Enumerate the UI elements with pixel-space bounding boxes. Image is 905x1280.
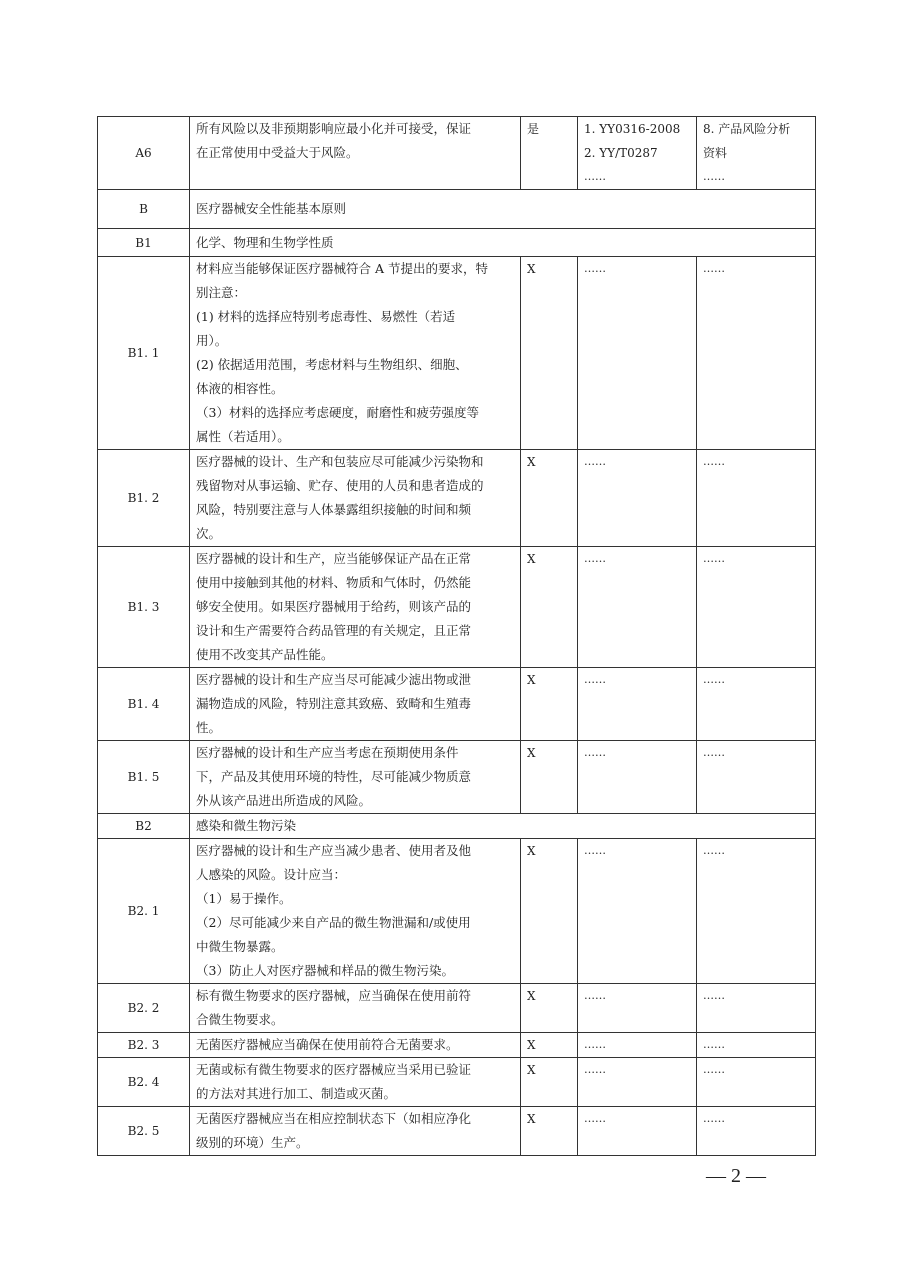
standard-item: …… [584,844,606,857]
applicable-mark: X [521,257,578,450]
table-row [98,1033,816,1058]
document-item: …… [703,170,725,183]
standards-cell [578,839,697,984]
table-row [98,257,816,450]
document-item: …… [703,1038,725,1051]
row-id: B1. 5 [98,741,190,814]
requirement-line: 无菌医疗器械应当确保在使用前符合无菌要求。 [196,1037,459,1052]
documents-cell [697,547,816,668]
requirement-line: 所有风险以及非预期影响应最小化并可接受，保证 [196,121,472,136]
section-row [98,229,816,257]
section-row [98,190,816,229]
applicable-mark: X [521,547,578,668]
requirement-line: 在正常使用中受益大于风险。 [196,145,359,160]
requirement-line: 医疗器械的设计和生产应当尽可能减少滤出物或泄 [196,672,472,687]
requirement-line: 无菌或标有微生物要求的医疗器械应当采用已验证 [196,1062,472,1077]
table-row [98,547,816,668]
requirement-line: 残留物对从事运输、贮存、使用的人员和患者造成的 [196,478,484,493]
requirements-table [97,116,816,1156]
requirement-line: 合微生物要求。 [196,1012,284,1027]
documents-cell [697,450,816,547]
requirement-line: 外从该产品进出所造成的风险。 [196,793,372,808]
page-number: — 2 — [706,1165,766,1187]
requirement-text [190,547,521,668]
standard-item: …… [584,262,606,275]
document-item: 8. 产品风险分析 [703,122,791,136]
section-title: 医疗器械安全性能基本原则 [190,190,816,229]
documents-cell [697,984,816,1033]
row-id: B2. 2 [98,984,190,1033]
row-id: B2 [98,814,190,839]
applicable-mark: X [521,1107,578,1156]
documents-cell [697,117,816,190]
standards-cell [578,668,697,741]
row-id: B1. 2 [98,450,190,547]
requirement-line: 标有微生物要求的医疗器械，应当确保在使用前符 [196,988,472,1003]
applicable-mark: 是 [521,117,578,190]
standards-cell [578,1058,697,1107]
documents-cell [697,1058,816,1107]
row-id: B2. 4 [98,1058,190,1107]
requirement-line: 使用不改变其产品性能。 [196,647,334,662]
row-id: B1. 3 [98,547,190,668]
standards-cell [578,1107,697,1156]
applicable-mark: X [521,741,578,814]
table-row [98,1058,816,1107]
standards-cell [578,450,697,547]
requirement-line: 下，产品及其使用环境的特性，尽可能减少物质意 [196,769,472,784]
standard-item: …… [584,989,606,1002]
row-id: A6 [98,117,190,190]
requirement-line: 中微生物暴露。 [196,939,284,954]
table-body [98,117,816,1156]
row-id: B1. 4 [98,668,190,741]
requirement-line: (2) 依据适用范围，考虑材料与生物组织、细胞、 [196,357,468,372]
section-title: 感染和微生物污染 [190,814,816,839]
requirement-line: 风险，特别要注意与人体暴露组织接触的时间和频 [196,502,472,517]
standard-item: …… [584,673,606,686]
standard-item: …… [584,455,606,468]
row-id: B2. 1 [98,839,190,984]
requirement-line: (1) 材料的选择应特别考虑毒性、易燃性（若适 [196,309,456,324]
row-id: B2. 5 [98,1107,190,1156]
requirement-text [190,450,521,547]
documents-cell [697,839,816,984]
standards-cell [578,117,697,190]
requirement-line: 的方法对其进行加工、制造或灭菌。 [196,1086,397,1101]
requirement-text [190,1058,521,1107]
requirement-line: 漏物造成的风险，特别注意其致癌、致畸和生殖毒 [196,696,472,711]
requirement-text [190,117,521,190]
table-row [98,668,816,741]
requirement-line: 人感染的风险。设计应当： [196,867,347,882]
row-id: B1 [98,229,190,257]
document-item: …… [703,844,725,857]
applicable-mark: X [521,1033,578,1058]
requirement-text [190,668,521,741]
documents-cell [697,668,816,741]
requirement-text [190,1107,521,1156]
document-item: …… [703,552,725,565]
row-id: B [98,190,190,229]
section-title: 化学、物理和生物学性质 [190,229,816,257]
standard-item: …… [584,746,606,759]
requirement-text [190,984,521,1033]
applicable-mark: X [521,1058,578,1107]
table-row [98,1107,816,1156]
document-item: …… [703,673,725,686]
applicable-mark: X [521,668,578,741]
documents-cell [697,1107,816,1156]
requirement-line: 体液的相容性。 [196,381,284,396]
table-row [98,450,816,547]
document-item: …… [703,1112,725,1125]
requirement-text [190,1033,521,1058]
requirement-line: 属性（若适用）。 [196,429,290,444]
document-item: …… [703,262,725,275]
requirement-line: 医疗器械的设计和生产，应当能够保证产品在正常 [196,551,472,566]
standard-item: …… [584,1038,606,1051]
requirement-text [190,257,521,450]
requirement-line: 别注意： [196,285,247,300]
requirement-line: 够安全使用。如果医疗器械用于给药，则该产品的 [196,599,472,614]
requirement-text [190,839,521,984]
table-row [98,984,816,1033]
applicable-mark: X [521,839,578,984]
documents-cell [697,1033,816,1058]
documents-cell [697,257,816,450]
table-row [98,741,816,814]
requirement-line: 医疗器械的设计、生产和包装应尽可能减少污染物和 [196,454,484,469]
document-item: 资料 [703,146,728,160]
requirement-line: （2）尽可能减少来自产品的微生物泄漏和/或使用 [196,915,471,930]
row-id: B1. 1 [98,257,190,450]
document-item: …… [703,989,725,1002]
standard-item: …… [584,552,606,565]
documents-cell [697,741,816,814]
requirement-line: 医疗器械的设计和生产应当考虑在预期使用条件 [196,745,459,760]
standards-cell [578,984,697,1033]
standard-item: …… [584,1063,606,1076]
requirement-line: （3）防止人对医疗器械和样品的微生物污染。 [196,963,454,978]
standard-item: 1. YY0316-2008 [584,122,681,136]
applicable-mark: X [521,984,578,1033]
requirement-line: 使用中接触到其他的材料、物质和气体时，仍然能 [196,575,472,590]
requirement-line: （3）材料的选择应考虑硬度，耐磨性和疲劳强度等 [196,405,479,420]
requirement-line: 用）。 [196,333,228,348]
standards-cell [578,257,697,450]
table-row [98,839,816,984]
standard-item: …… [584,1112,606,1125]
requirement-line: 性。 [196,720,222,735]
requirement-line: 无菌医疗器械应当在相应控制状态下（如相应净化 [196,1111,472,1126]
requirement-line: 医疗器械的设计和生产应当减少患者、使用者及他 [196,843,472,858]
document-item: …… [703,455,725,468]
requirement-line: 材料应当能够保证医疗器械符合 A 节提出的要求，特 [196,261,488,276]
standards-cell [578,1033,697,1058]
section-row [98,814,816,839]
document-item: …… [703,746,725,759]
row-id: B2. 3 [98,1033,190,1058]
applicable-mark: X [521,450,578,547]
table-row [98,117,816,190]
document-item: …… [703,1063,725,1076]
requirement-text [190,741,521,814]
standards-cell [578,741,697,814]
requirement-line: （1）易于操作。 [196,891,292,906]
standards-cell [578,547,697,668]
requirement-line: 级别的环境）生产。 [196,1135,309,1150]
requirement-line: 设计和生产需要符合药品管理的有关规定，且正常 [196,623,472,638]
requirement-line: 次。 [196,526,222,541]
standard-item: …… [584,170,606,183]
standard-item: 2. YY/T0287 [584,146,658,160]
